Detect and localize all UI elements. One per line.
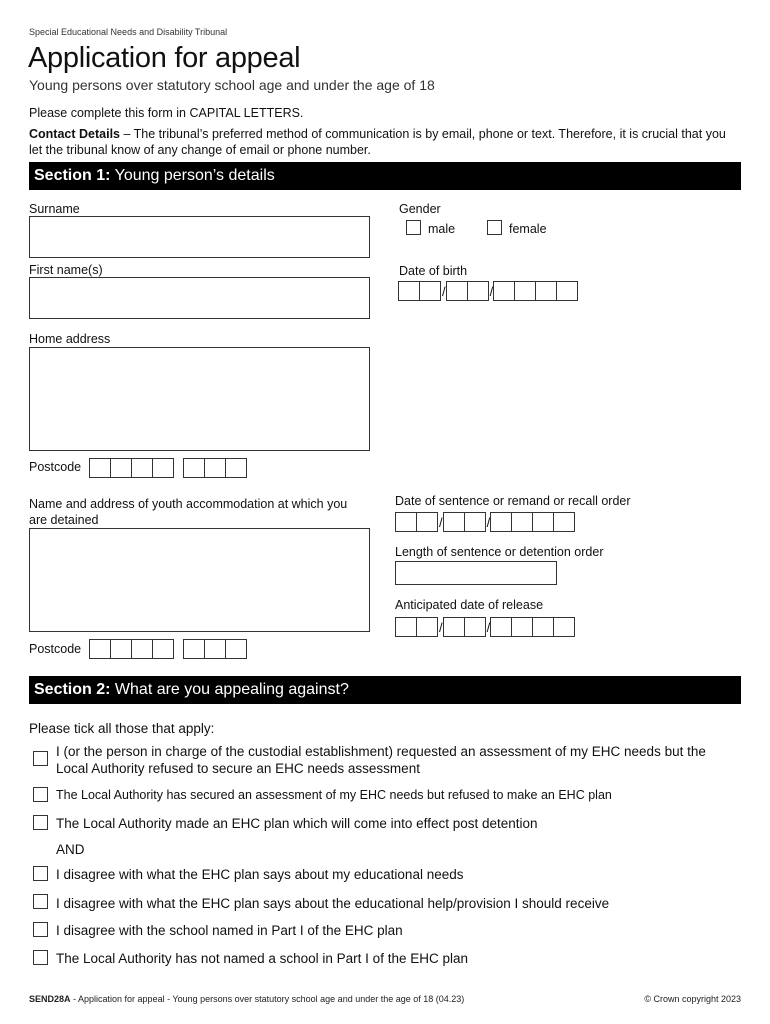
option-plan-post-detention-checkbox[interactable] xyxy=(33,815,48,830)
option-school-named-label: I disagree with the school named in Part I of the EHC plan xyxy=(56,923,403,938)
option-educational-needs-checkbox[interactable] xyxy=(33,866,48,881)
release-date-label: Anticipated date of release xyxy=(395,598,544,612)
surname-input[interactable] xyxy=(29,216,370,258)
youth-accommodation-label: Name and address of youth accommodation at which you are detained xyxy=(29,497,348,527)
postcode-cell[interactable] xyxy=(183,639,205,659)
postcode-cell[interactable] xyxy=(89,458,111,478)
option-refused-plan-checkbox[interactable] xyxy=(33,787,48,802)
dob-year-cell[interactable] xyxy=(556,281,578,301)
first-name-label: First name(s) xyxy=(29,263,103,277)
date-cell[interactable] xyxy=(490,512,512,532)
gender-label: Gender xyxy=(399,202,441,216)
option-refused-plan-label: The Local Authority has secured an assessment of my EHC needs but refused to make an EHC plan xyxy=(56,788,612,802)
postcode-cell[interactable] xyxy=(204,458,226,478)
date-separator: / xyxy=(486,514,491,530)
sentence-date-label: Date of sentence or remand or recall order xyxy=(395,494,631,508)
date-cell[interactable] xyxy=(490,617,512,637)
postcode-cell[interactable] xyxy=(225,639,247,659)
date-separator: / xyxy=(486,619,491,635)
home-address-input[interactable] xyxy=(29,347,370,451)
postcode-cell[interactable] xyxy=(131,458,153,478)
home-address-label: Home address xyxy=(29,332,111,346)
dob-day-cell[interactable] xyxy=(419,281,441,301)
surname-label: Surname xyxy=(29,202,80,216)
contact-details-text: – The tribunal’s preferred method of communication is by email, phone or text. Therefore, it is crucial that you let the tribunal know of any change of email or phone number. xyxy=(29,127,726,157)
date-cell[interactable] xyxy=(443,512,465,532)
date-cell[interactable] xyxy=(443,617,465,637)
contact-details-label: Contact Details xyxy=(29,127,120,141)
date-cell[interactable] xyxy=(532,512,554,532)
capital-letters-instruction: Please complete this form in CAPITAL LETTERS. xyxy=(29,106,304,120)
date-separator: / xyxy=(442,283,446,299)
dob-day-cell[interactable] xyxy=(398,281,420,301)
option-no-school-named-label: The Local Authority has not named a school in Part I of the EHC plan xyxy=(56,951,468,966)
option-provision-checkbox[interactable] xyxy=(33,894,48,909)
option-refused-assessment-checkbox[interactable] xyxy=(33,751,48,766)
date-cell[interactable] xyxy=(532,617,554,637)
footer-form-code: SEND28A xyxy=(29,994,71,1004)
postcode-cell[interactable] xyxy=(204,639,226,659)
section-1-title: Young person’s details xyxy=(110,167,275,184)
date-separator: / xyxy=(439,514,443,530)
section-1-number: Section 1: xyxy=(34,167,111,184)
option-school-named-checkbox[interactable] xyxy=(33,922,48,937)
date-cell[interactable] xyxy=(395,617,417,637)
footer-form-reference xyxy=(29,994,464,1004)
dob-year-cell[interactable] xyxy=(535,281,557,301)
option-plan-post-detention-label: The Local Authority made an EHC plan which will come into effect post detention xyxy=(56,816,538,831)
dob-label: Date of birth xyxy=(399,264,468,278)
dob-month-cell[interactable] xyxy=(467,281,489,301)
date-cell[interactable] xyxy=(511,512,533,532)
section-2-number: Section 2: xyxy=(34,681,111,698)
option-no-school-named-checkbox[interactable] xyxy=(33,950,48,965)
youth-accommodation-input[interactable] xyxy=(29,528,370,632)
dob-month-cell[interactable] xyxy=(446,281,468,301)
postcode-cell[interactable] xyxy=(110,458,132,478)
organisation-name: Special Educational Needs and Disability Tribunal xyxy=(29,27,228,37)
and-label: AND xyxy=(56,842,85,857)
postcode-cell[interactable] xyxy=(131,639,153,659)
section-2-title: What are you appealing against? xyxy=(110,681,349,698)
date-cell[interactable] xyxy=(416,617,438,637)
tick-all-instruction: Please tick all those that apply: xyxy=(29,721,215,736)
section-2-header xyxy=(29,676,741,704)
postcode-label: Postcode xyxy=(29,460,82,474)
date-separator: / xyxy=(439,619,443,635)
postcode-cell[interactable] xyxy=(152,639,174,659)
option-refused-assessment-label: I (or the person in charge of the custodial establishment) requested an assessment of my EHC needs but the Local Authority refused to secure an EHC needs assessment xyxy=(56,744,706,776)
postcode-input[interactable] xyxy=(89,458,247,478)
section-1-header xyxy=(29,162,741,190)
release-date-input[interactable] xyxy=(395,617,575,637)
postcode-cell[interactable] xyxy=(225,458,247,478)
dob-year-cell[interactable] xyxy=(514,281,536,301)
postcode-cell[interactable] xyxy=(152,458,174,478)
dob-year-cell[interactable] xyxy=(493,281,515,301)
footer-form-description: - Application for appeal - Young persons over statutory school age and under the age of 18 (04.23) xyxy=(70,994,465,1004)
sentence-length-label: Length of sentence or detention order xyxy=(395,545,604,559)
dob-input[interactable] xyxy=(398,281,578,301)
gender-female-checkbox[interactable] xyxy=(487,220,502,235)
date-cell[interactable] xyxy=(553,617,575,637)
postcode-cell[interactable] xyxy=(110,639,132,659)
option-provision-label: I disagree with what the EHC plan says about the educational help/provision I should receive xyxy=(56,896,610,911)
date-cell[interactable] xyxy=(464,512,486,532)
date-cell[interactable] xyxy=(553,512,575,532)
date-cell[interactable] xyxy=(416,512,438,532)
page-subtitle: Young persons over statutory school age and under the age of 18 xyxy=(29,77,435,93)
postcode-cell[interactable] xyxy=(183,458,205,478)
option-educational-needs-label: I disagree with what the EHC plan says about my educational needs xyxy=(56,867,464,882)
sentence-length-input[interactable] xyxy=(395,561,557,585)
page-title: Application for appeal xyxy=(28,42,301,74)
date-cell[interactable] xyxy=(395,512,417,532)
date-separator: / xyxy=(489,283,494,299)
sentence-date-input[interactable] xyxy=(395,512,575,532)
gender-male-checkbox[interactable] xyxy=(406,220,421,235)
gender-female-label: female xyxy=(509,222,547,236)
gender-male-label: male xyxy=(428,222,456,236)
footer-copyright: © Crown copyright 2023 xyxy=(644,994,741,1004)
postcode-2-input[interactable] xyxy=(89,639,247,659)
contact-details-note xyxy=(29,126,741,158)
postcode-2-label: Postcode xyxy=(29,642,82,656)
date-cell[interactable] xyxy=(464,617,486,637)
date-cell[interactable] xyxy=(511,617,533,637)
postcode-cell[interactable] xyxy=(89,639,111,659)
first-name-input[interactable] xyxy=(29,277,370,319)
